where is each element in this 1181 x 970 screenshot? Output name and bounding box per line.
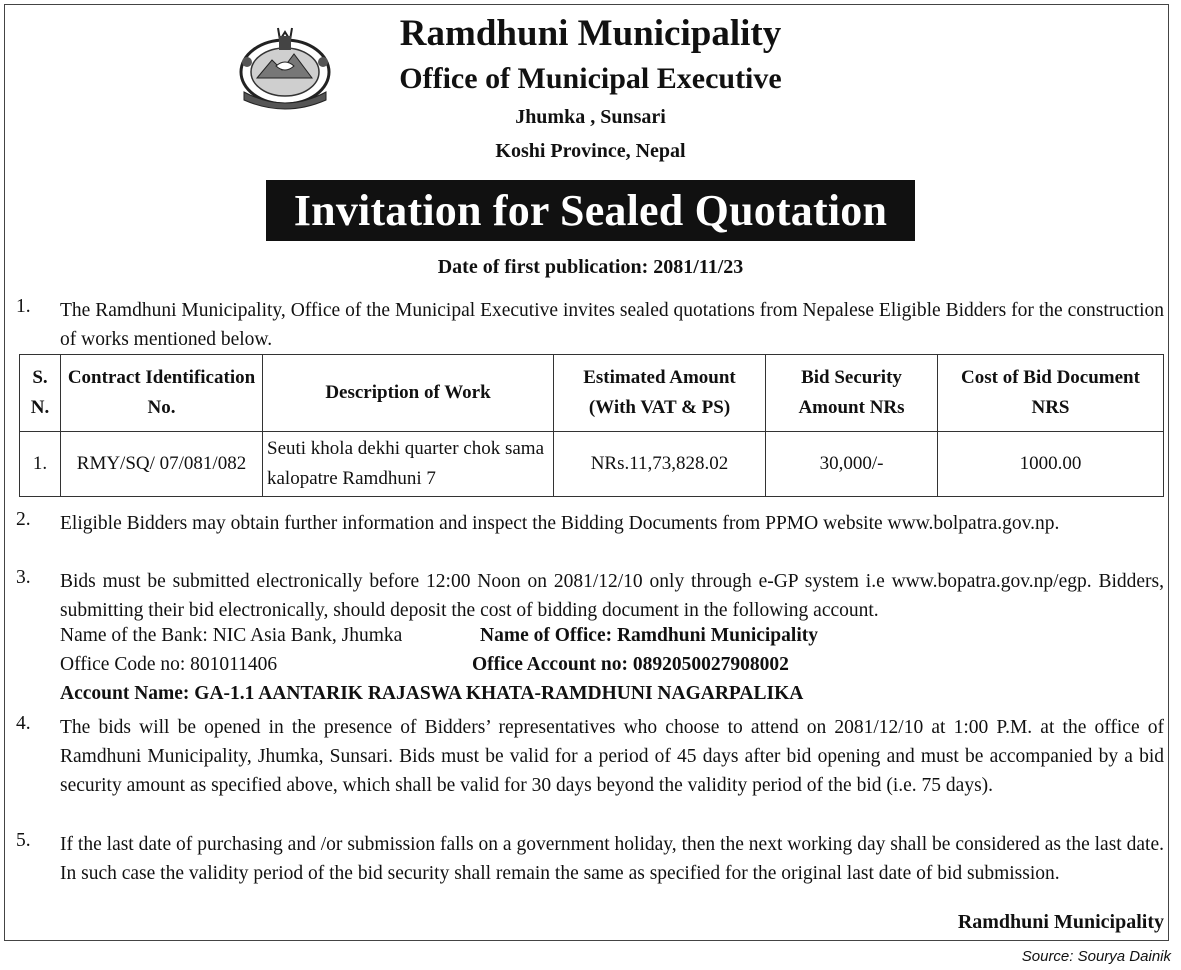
clause-text: Eligible Bidders may obtain further information and inspect the Bidding Documents from PPMO website www.bolpatra.gov.np.: [60, 513, 1060, 534]
table-cell: Seuti khola dekhi quarter chok sama kalopatre Ramdhuni 7: [263, 432, 554, 497]
clause-number: 2.: [16, 509, 31, 530]
table-cell: RMY/SQ/ 07/081/082: [61, 432, 263, 497]
office-name-detail: Name of Office: Ramdhuni Municipality: [480, 625, 818, 646]
table-cell: 1000.00: [938, 432, 1164, 497]
office-code: Office Code no: 801011406: [60, 654, 278, 675]
clause-text: The bids will be opened in the presence of Bidders’ representatives who choose to attend on 2081/12/10 at 1:00 P.M. at the office of Ramdhuni Municipality, Jhumka, Sunsari. Bids must be valid for a period of 45 days after bid opening and must be accompanied by a bid security amount as specified above, which shall be valid for 30 days beyond the validity period of the bid (i.e. 75 days).: [60, 717, 1164, 796]
column-header: Contract Identification No.: [61, 355, 263, 432]
works-table: [19, 354, 1164, 497]
column-header: Estimated Amount (With VAT & PS): [554, 355, 766, 432]
column-header: Description of Work: [263, 355, 554, 432]
address-line-2: Koshi Province, Nepal: [495, 140, 686, 162]
clause-text: If the last date of purchasing and /or submission falls on a government holiday, then the next working day shall be considered as the last date. In such case the validity period of the bid security shall remain the same as specified for the original last date of bid submission.: [60, 834, 1164, 884]
column-header: S. N.: [20, 355, 61, 432]
table-header-row: [20, 355, 1164, 432]
table-cell: 30,000/-: [766, 432, 938, 497]
clause-number: 1.: [16, 296, 31, 317]
office-account-number: Office Account no: 0892050027908002: [472, 654, 789, 675]
clause-number: 3.: [16, 567, 31, 588]
clause-text: The Ramdhuni Municipality, Office of the Municipal Executive invites sealed quotations from Nepalese Eligible Bidders for the construction of works mentioned below.: [60, 300, 1164, 350]
clause-number: 4.: [16, 713, 31, 734]
signature: Ramdhuni Municipality: [957, 911, 1164, 933]
table-cell: 1.: [20, 432, 61, 497]
clause-number: 5.: [16, 830, 31, 851]
municipality-name: Ramdhuni Municipality: [399, 13, 782, 54]
account-name: Account Name: GA-1.1 AANTARIK RAJASWA KHATA-RAMDHUNI NAGARPALIKA: [60, 683, 804, 704]
column-header: Cost of Bid Document NRS: [938, 355, 1164, 432]
clause-text: Bids must be submitted electronically before 12:00 Noon on 2081/12/10 only through e-GP system i.e www.bopatra.gov.np/egp. Bidders, submitting their bid electronically, should deposit the cost of bidding document in the following account.: [60, 571, 1164, 621]
source-credit: Source: Sourya Dainik: [1021, 948, 1171, 965]
bank-name: Name of the Bank: NIC Asia Bank, Jhumka: [60, 625, 403, 646]
table-cell: NRs.11,73,828.02: [554, 432, 766, 497]
address-line-1: Jhumka , Sunsari: [515, 106, 666, 128]
notice-title-banner: Invitation for Sealed Quotation: [266, 180, 915, 241]
table-row: [20, 432, 1164, 497]
publication-date: Date of first publication: 2081/11/23: [437, 256, 744, 278]
column-header: Bid Security Amount NRs: [766, 355, 938, 432]
office-name: Office of Municipal Executive: [399, 62, 782, 95]
